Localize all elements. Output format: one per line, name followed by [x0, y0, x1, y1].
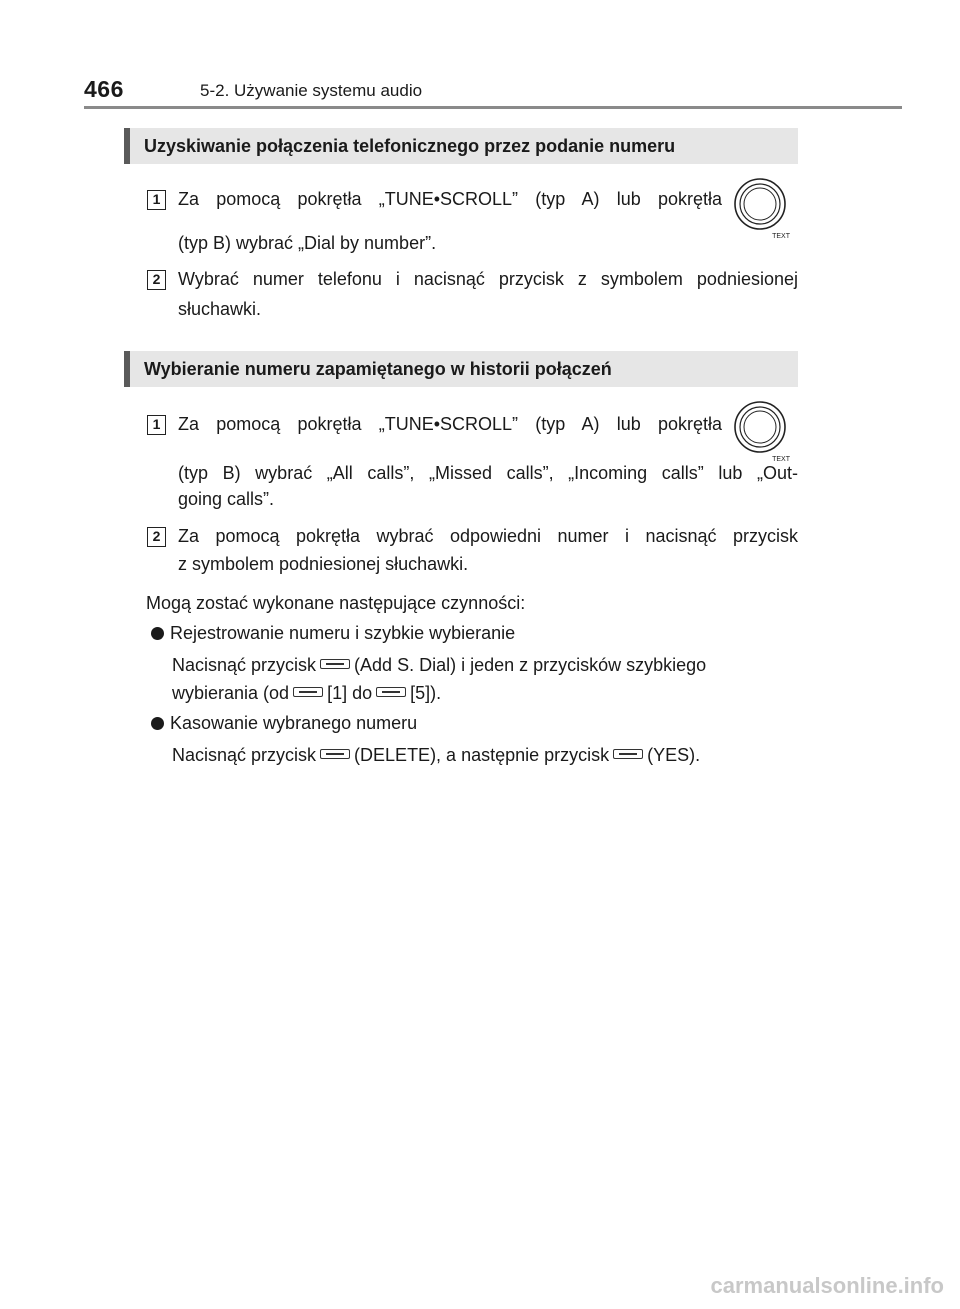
step-number: 2 [147, 527, 166, 547]
step-text: słuchawki. [178, 299, 262, 319]
step-number: 2 [147, 270, 166, 290]
tune-knob-icon [730, 399, 794, 463]
step-text: (typ B) wybrać „All calls”, „Missed calls”, „Incoming calls” lub „Out- [178, 463, 798, 483]
watermark: carmanualsonline.info [710, 1273, 944, 1298]
screen-button-icon [293, 687, 323, 697]
operation-text: Nacisnąć przycisk (DELETE), a następnie przycisk (YES). [172, 745, 701, 765]
operation-text: Nacisnąć przycisk (Add S. Dial) i jeden z przycisków szybkiego [172, 655, 707, 675]
step-text: Za pomocą pokrętła „TUNE•SCROLL” (typ A) lub pokrętła [178, 414, 722, 434]
operation-title: Rejestrowanie numeru i szybkie wybieranie [170, 623, 516, 643]
chapter-title: 5-2. Używanie systemu audio [200, 81, 423, 100]
step-text: (typ B) wybrać „Dial by number”. [178, 233, 437, 253]
section-title-dial-by-number: Uzyskiwanie połączenia telefonicznego przez podanie numeru [124, 128, 798, 164]
tune-knob-icon [730, 176, 794, 240]
step-text: going calls”. [178, 489, 275, 509]
bullet-icon [151, 717, 164, 730]
operations-intro: Mogą zostać wykonane następujące czynności: [146, 593, 526, 613]
section-title-call-history: Wybieranie numeru zapamiętanego w historii połączeń [124, 351, 798, 387]
step-text: Za pomocą pokrętła „TUNE•SCROLL” (typ A) lub pokrętła [178, 189, 722, 209]
screen-button-icon [376, 687, 406, 697]
screen-button-icon [320, 659, 350, 669]
knob-label: TEXT [772, 456, 790, 463]
screen-button-icon [613, 749, 643, 759]
step-text: Za pomocą pokrętła wybrać odpowiedni numer i nacisnąć przycisk [178, 526, 798, 546]
step-number: 1 [147, 415, 166, 435]
screen-button-icon [320, 749, 350, 759]
step-number: 1 [147, 190, 166, 210]
operation-text: wybierania (od [1] do [5]). [172, 683, 442, 703]
step-text: Wybrać numer telefonu i nacisnąć przycisk z symbolem podniesionej [178, 269, 798, 289]
page-number: 466 [84, 76, 124, 102]
step-text: z symbolem podniesionej słuchawki. [178, 554, 469, 574]
header-divider [84, 106, 902, 109]
operation-title: Kasowanie wybranego numeru [170, 713, 418, 733]
page-header [0, 0, 960, 112]
knob-label: TEXT [772, 233, 790, 240]
bullet-icon [151, 627, 164, 640]
